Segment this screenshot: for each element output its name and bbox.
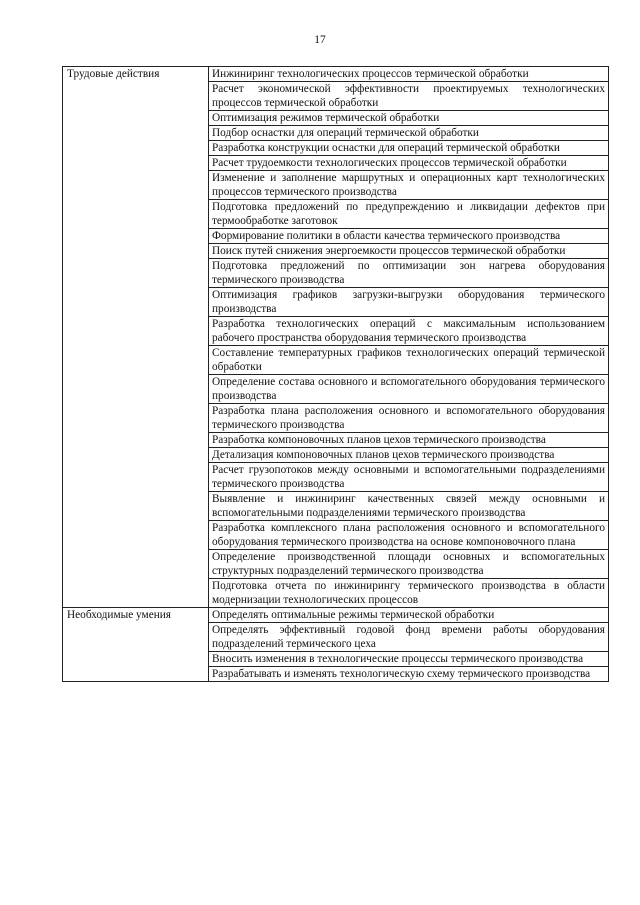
section-label-cell <box>63 126 209 141</box>
section-label-cell <box>63 375 209 404</box>
section-label-cell <box>63 229 209 244</box>
table-row <box>63 579 609 608</box>
item-text: Разработка плана расположения основного и вспомогательного оборудования термического производства <box>209 404 609 433</box>
table-row <box>63 244 609 259</box>
table-row <box>63 156 609 171</box>
item-text: Подготовка предложений по предупреждению и ликвидации дефектов при термообработке заготовок <box>209 200 609 229</box>
item-text: Разрабатывать и изменять технологическую схему термического производства <box>209 667 609 682</box>
table-row <box>63 126 609 141</box>
table-row <box>63 141 609 156</box>
item-text: Составление температурных графиков технологических операций термической обработки <box>209 346 609 375</box>
table-row <box>63 200 609 229</box>
section-label-cell <box>63 317 209 346</box>
item-text: Разработка конструкции оснастки для операций термической обработки <box>209 141 609 156</box>
item-text: Определение производственной площади основных и вспомогательных структурных подразделений термического производства <box>209 550 609 579</box>
table-row <box>63 652 609 667</box>
item-text: Вносить изменения в технологические процессы термического производства <box>209 652 609 667</box>
section-label-cell <box>63 667 209 682</box>
item-text: Расчет трудоемкости технологических процессов термической обработки <box>209 156 609 171</box>
section-label-cell <box>63 521 209 550</box>
table-row <box>63 608 609 623</box>
table-row <box>63 492 609 521</box>
item-text: Определять оптимальные режимы термической обработки <box>209 608 609 623</box>
item-text: Разработка технологических операций с максимальным использованием рабочего пространства оборудования термического производства <box>209 317 609 346</box>
section-label-cell <box>63 171 209 200</box>
item-text: Формирование политики в области качества термического производства <box>209 229 609 244</box>
section-label-cell <box>63 244 209 259</box>
item-text: Инжиниринг технологических процессов термической обработки <box>209 67 609 82</box>
competency-table <box>62 66 609 682</box>
table-row <box>63 463 609 492</box>
table-row <box>63 550 609 579</box>
table-row <box>63 623 609 652</box>
section-label-cell <box>63 404 209 433</box>
section-label-cell <box>63 346 209 375</box>
section-label-cell <box>63 200 209 229</box>
page-number: 17 <box>314 34 326 46</box>
table-row <box>63 171 609 200</box>
table-row <box>63 448 609 463</box>
table-row <box>63 259 609 288</box>
item-text: Разработка компоновочных планов цехов термического производства <box>209 433 609 448</box>
section-label-cell <box>63 259 209 288</box>
item-text: Детализация компоновочных планов цехов термического производства <box>209 448 609 463</box>
section-label: Необходимые умения <box>67 609 171 621</box>
table-row <box>63 317 609 346</box>
item-text: Выявление и инжиниринг качественных связей между основными и вспомогательными подразделениями термического производства <box>209 492 609 521</box>
section-label-cell <box>63 492 209 521</box>
section-label-cell <box>63 579 209 608</box>
section-label-cell <box>63 141 209 156</box>
item-text: Расчет экономической эффективности проектируемых технологических процессов термической обработки <box>209 82 609 111</box>
table-row <box>63 433 609 448</box>
table-row <box>63 667 609 682</box>
section-label-cell <box>63 608 209 623</box>
table-row <box>63 375 609 404</box>
table-row <box>63 82 609 111</box>
item-text: Подготовка отчета по инжинирингу термического производства в области модернизации технологических процессов <box>209 579 609 608</box>
item-text: Разработка комплексного плана расположения основного и вспомогательного оборудования термического производства на основе компоновочного плана <box>209 521 609 550</box>
section-label-cell <box>63 448 209 463</box>
item-text: Подбор оснастки для операций термической обработки <box>209 126 609 141</box>
table-row <box>63 404 609 433</box>
table-row <box>63 111 609 126</box>
table-row <box>63 521 609 550</box>
table-row <box>63 229 609 244</box>
item-text: Расчет грузопотоков между основными и вспомогательными подразделениями термического производства <box>209 463 609 492</box>
section-label-cell <box>63 652 209 667</box>
item-text: Определение состава основного и вспомогательного оборудования термического производства <box>209 375 609 404</box>
section-label-cell <box>63 623 209 652</box>
item-text: Определять эффективный годовой фонд времени работы оборудования подразделений термического цеха <box>209 623 609 652</box>
section-label: Трудовые действия <box>67 68 160 80</box>
section-label-cell <box>63 67 209 82</box>
item-text: Изменение и заполнение маршрутных и операционных карт технологических процессов термического производства <box>209 171 609 200</box>
section-label-cell <box>63 550 209 579</box>
table-row <box>63 288 609 317</box>
item-text: Поиск путей снижения энергоемкости процессов термической обработки <box>209 244 609 259</box>
table-row <box>63 67 609 82</box>
section-label-cell <box>63 111 209 126</box>
section-label-cell <box>63 463 209 492</box>
item-text: Оптимизация графиков загрузки-выгрузки оборудования термического производства <box>209 288 609 317</box>
section-label-cell <box>63 433 209 448</box>
table-row <box>63 346 609 375</box>
section-label-cell <box>63 156 209 171</box>
section-label-cell <box>63 82 209 111</box>
item-text: Оптимизация режимов термической обработки <box>209 111 609 126</box>
section-label-cell <box>63 288 209 317</box>
item-text: Подготовка предложений по оптимизации зон нагрева оборудования термического производства <box>209 259 609 288</box>
